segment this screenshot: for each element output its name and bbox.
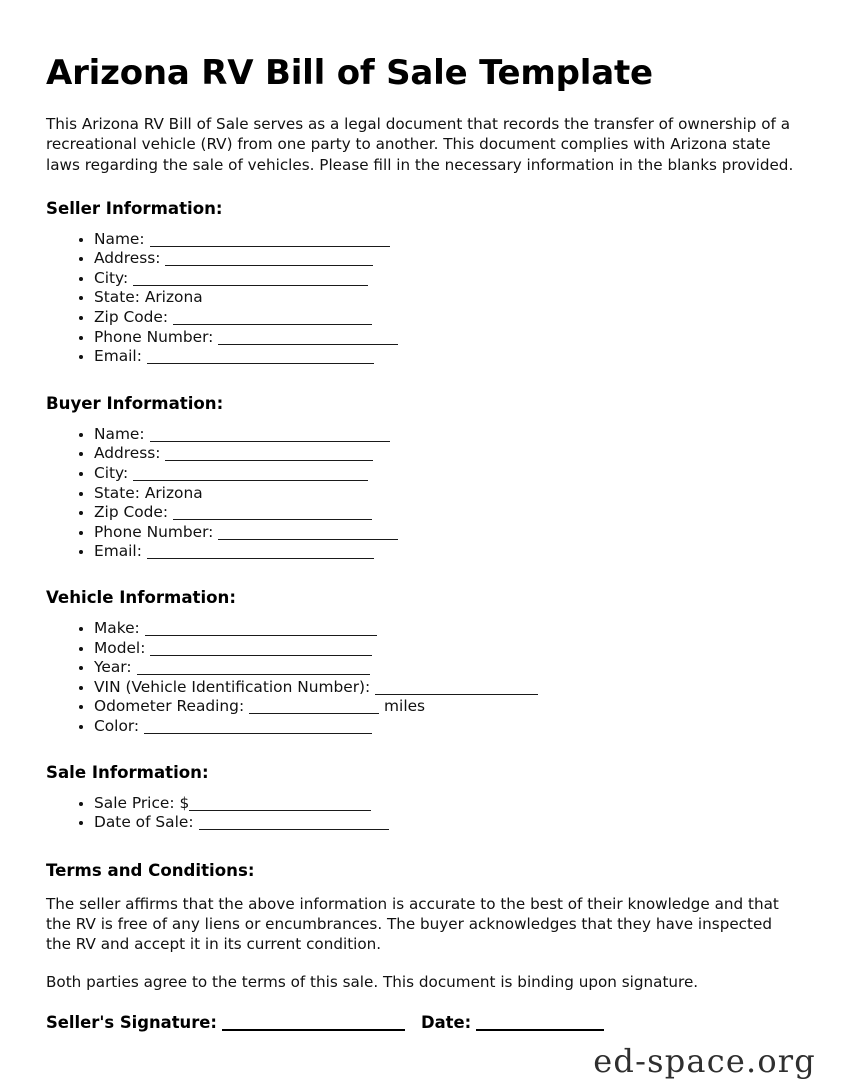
field-label: Zip Code: (94, 503, 169, 522)
field-blank[interactable] (165, 252, 373, 266)
field-label: Phone Number: (94, 327, 214, 346)
field-label: Address: (94, 249, 161, 268)
field-label: Address: (94, 444, 161, 463)
field-row (46, 542, 798, 562)
field-blank[interactable] (147, 545, 374, 559)
field-blank[interactable] (173, 311, 372, 325)
field-blank[interactable] (199, 816, 389, 830)
field-row (46, 717, 798, 737)
field-blank[interactable] (150, 233, 390, 247)
field-row (46, 347, 798, 367)
field-row (46, 249, 798, 269)
field-row (46, 484, 798, 504)
buyer-fields-list (46, 425, 798, 562)
field-row (46, 813, 798, 833)
field-blank[interactable] (189, 797, 371, 811)
field-value: Arizona (139, 483, 203, 502)
terms-paragraph-2: Both parties agree to the terms of this sale. This document is binding upon signature. (46, 973, 699, 992)
field-label: Email: (94, 347, 142, 366)
signature-date-label: Date: (420, 1012, 472, 1032)
field-value: Arizona (139, 288, 203, 307)
field-blank[interactable] (375, 681, 538, 695)
field-row (46, 288, 798, 308)
field-blank[interactable] (133, 467, 368, 481)
field-label: Phone Number: (94, 522, 214, 541)
seller-information-heading: Seller Information: (46, 198, 223, 218)
page-title: Arizona RV Bill of Sale Template (46, 53, 653, 93)
field-blank[interactable] (147, 350, 374, 364)
intro-paragraph: This Arizona RV Bill of Sale serves as a legal document that records the transfer of ownership of a recreational vehicle (RV) from one party to another. This document complies with Arizona state laws regarding the sale of vehicles. Please fill in the necessary information in the blanks provided. (46, 115, 794, 174)
field-blank[interactable] (133, 272, 368, 286)
field-row (46, 523, 798, 543)
terms-paragraph-1: The seller affirms that the above information is accurate to the best of their knowledge and that the RV is free of any liens or encumbrances. The buyer acknowledges that they have inspected the RV and accept it in its current condition. (46, 894, 779, 954)
vehicle-fields-list (46, 619, 798, 737)
field-row (46, 308, 798, 328)
field-label: Year: (94, 658, 132, 677)
field-suffix: miles (379, 697, 426, 716)
field-label: Zip Code: (94, 308, 169, 327)
site-watermark: ed-space.org (593, 1042, 816, 1080)
field-row (46, 269, 798, 289)
field-blank[interactable] (150, 428, 390, 442)
field-blank[interactable] (137, 661, 370, 675)
field-label: State: (94, 288, 140, 307)
signature-row (46, 1013, 798, 1032)
field-label: Color: (94, 716, 140, 735)
field-row (46, 464, 798, 484)
field-row (46, 619, 798, 639)
field-row (46, 639, 798, 659)
seller-fields-list (46, 230, 798, 367)
field-blank[interactable] (145, 622, 377, 636)
field-blank[interactable] (249, 700, 379, 714)
field-label: Model: (94, 638, 146, 657)
field-label: Name: (94, 424, 145, 443)
field-row (46, 658, 798, 678)
terms-and-conditions-heading: Terms and Conditions: (46, 860, 255, 880)
field-row (46, 425, 798, 445)
sale-information-heading: Sale Information: (46, 762, 209, 782)
field-label: Sale Price: $ (94, 793, 190, 812)
field-row (46, 678, 798, 698)
field-blank[interactable] (218, 331, 398, 345)
field-label: State: (94, 483, 140, 502)
field-blank[interactable] (218, 526, 398, 540)
seller-signature-label: Seller's Signature: (46, 1012, 217, 1032)
field-label: Name: (94, 229, 145, 248)
field-label: Email: (94, 542, 142, 561)
field-row (46, 230, 798, 250)
vehicle-information-heading: Vehicle Information: (46, 588, 236, 608)
field-row (46, 444, 798, 464)
field-row (46, 328, 798, 348)
field-label: VIN (Vehicle Identification Number): (94, 677, 371, 696)
field-label: Odometer Reading: (94, 697, 245, 716)
field-blank[interactable] (165, 447, 373, 461)
field-label: City: (94, 268, 129, 287)
sale-fields-list (46, 794, 798, 833)
field-label: Date of Sale: (94, 813, 194, 832)
field-row (46, 794, 798, 814)
field-blank[interactable] (144, 720, 372, 734)
field-blank[interactable] (173, 506, 372, 520)
field-label: City: (94, 464, 129, 483)
seller-signature-blank[interactable] (222, 1015, 405, 1031)
signature-date-blank[interactable] (476, 1015, 604, 1031)
field-label: Make: (94, 619, 140, 638)
field-row (46, 503, 798, 523)
field-blank[interactable] (150, 642, 372, 656)
field-row (46, 697, 798, 717)
buyer-information-heading: Buyer Information: (46, 393, 224, 413)
